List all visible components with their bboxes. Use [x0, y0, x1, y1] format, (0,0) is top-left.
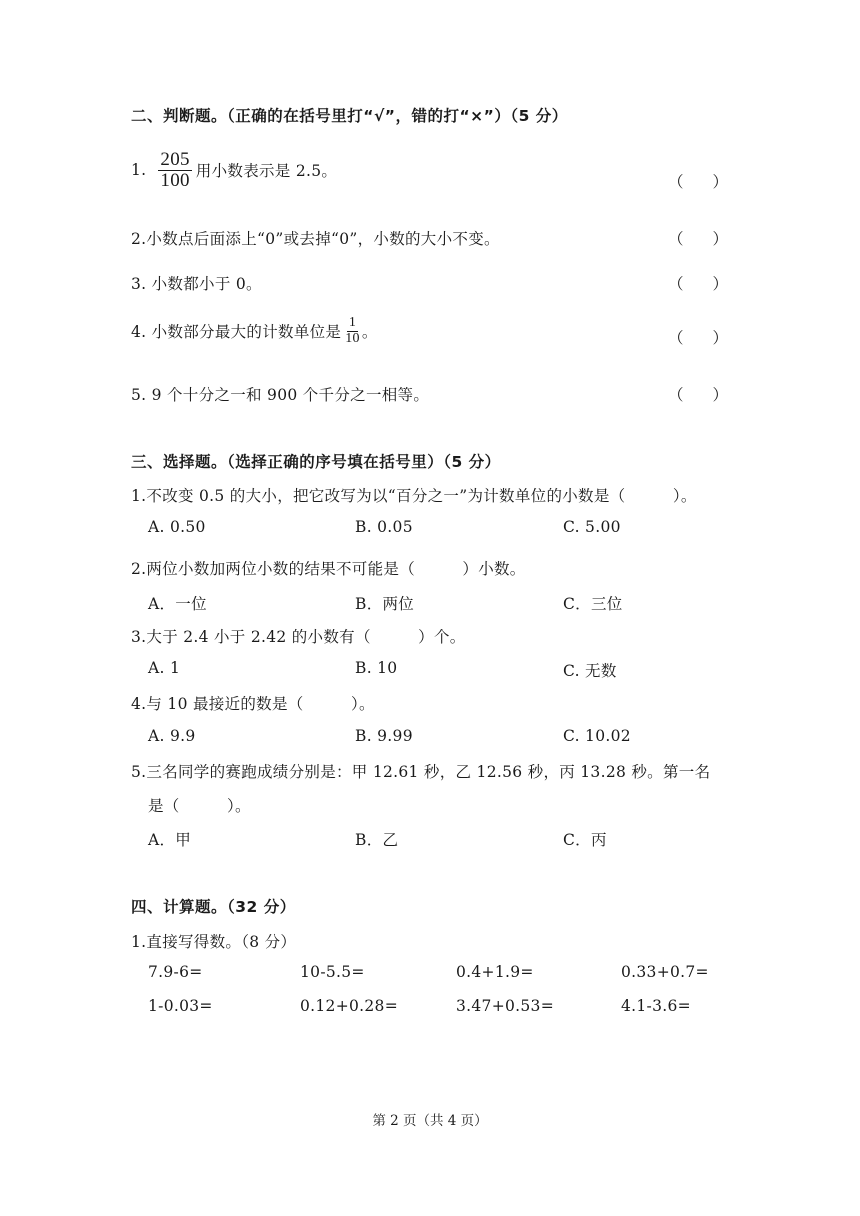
item-number: 1.: [131, 161, 147, 180]
choice-option[interactable]: A. 9.9: [148, 727, 196, 745]
calc-item: 10-5.5=: [300, 963, 365, 981]
choice-option[interactable]: A. 1: [148, 659, 181, 677]
answer-paren-1[interactable]: （ ）: [668, 173, 728, 191]
judge-item-1: 1. $\frac{205}{100}$ 用小数表示是 2.5。: [131, 149, 338, 191]
choice-option[interactable]: C. 10.02: [563, 727, 631, 745]
choice-option[interactable]: A. 0.50: [148, 518, 206, 536]
answer-paren-3[interactable]: （ ）: [668, 275, 728, 293]
choice-option[interactable]: B. 9.99: [355, 727, 413, 745]
choice-question-5-continued: 是（ ）。: [148, 797, 251, 815]
choice-option[interactable]: A．甲: [148, 831, 192, 849]
choice-question-3: 3.大于 2.4 小于 2.42 的小数有（ ）个。: [131, 628, 466, 646]
choice-option[interactable]: B．乙: [355, 831, 399, 849]
calc-item: 4.1-3.6=: [621, 997, 691, 1015]
choice-option[interactable]: A．一位: [148, 595, 207, 613]
calc-item: 3.47+0.53=: [456, 997, 554, 1015]
page-footer: 第 2 页（共 4 页）: [372, 1113, 488, 1129]
calc-item: 0.4+1.9=: [456, 963, 534, 981]
choice-option[interactable]: C．丙: [563, 831, 607, 849]
judge-item-4: 4. 小数部分最大的计数单位是 $\frac{1}{10}$ 。: [131, 315, 378, 346]
judge-item-2: 2.小数点后面添上“0”或去掉“0”，小数的大小不变。: [131, 230, 500, 248]
fraction-1-10: $\frac{1}{10}$: [345, 315, 360, 346]
judge-item-3: 3. 小数都小于 0。: [131, 275, 262, 293]
choice-option[interactable]: C. 无数: [563, 662, 617, 680]
choice-option[interactable]: C. 5.00: [563, 518, 621, 536]
section-2-title: 二、判断题。（正确的在括号里打“√”，错的打“×”）（5 分）: [131, 107, 568, 125]
choice-option[interactable]: B. 0.05: [355, 518, 413, 536]
choice-option[interactable]: B. 10: [355, 659, 398, 677]
fraction-205-100: $\frac{205}{100}$: [160, 149, 190, 191]
answer-paren-2[interactable]: （ ）: [668, 230, 728, 248]
choice-question-2: 2.两位小数加两位小数的结果不可能是（ ）小数。: [131, 560, 526, 578]
choice-question-5: 5.三名同学的赛跑成绩分别是：甲 12.61 秒，乙 12.56 秒，丙 13.28 秒。第一名: [131, 763, 711, 781]
answer-paren-5[interactable]: （ ）: [668, 386, 728, 404]
section-4-title: 四、计算题。（32 分）: [131, 898, 296, 916]
calc-item: 1-0.03=: [148, 997, 213, 1015]
sub-question-1: 1.直接写得数。（8 分）: [131, 933, 297, 951]
choice-question-4: 4.与 10 最接近的数是（ ）。: [131, 695, 375, 713]
calc-item: 0.33+0.7=: [621, 963, 709, 981]
judge-item-5: 5. 9 个十分之一和 900 个千分之一相等。: [131, 386, 430, 404]
calc-item: 7.9-6=: [148, 963, 203, 981]
choice-option[interactable]: B．两位: [355, 595, 415, 613]
section-3-title: 三、选择题。（选择正确的序号填在括号里）（5 分）: [131, 453, 501, 471]
choice-question-1: 1.不改变 0.5 的大小，把它改写为以“百分之一”为计数单位的小数是（ ）。: [131, 487, 697, 505]
calc-item: 0.12+0.28=: [300, 997, 398, 1015]
answer-paren-4[interactable]: （ ）: [668, 329, 728, 347]
choice-option[interactable]: C．三位: [563, 595, 623, 613]
